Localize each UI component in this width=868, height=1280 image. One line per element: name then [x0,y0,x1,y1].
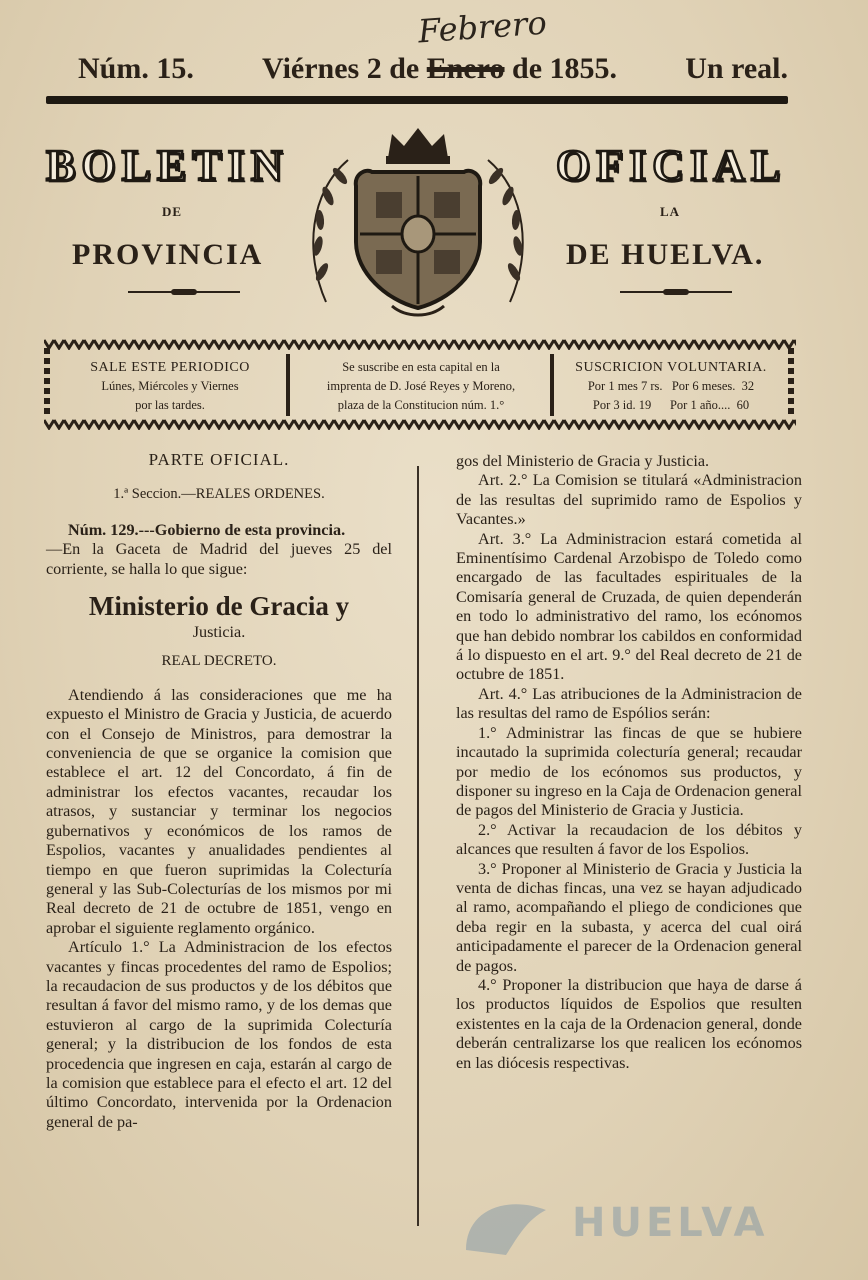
decorative-border-left [44,348,50,418]
publication-schedule: SALE ESTE PERIODICO Lúnes, Miércoles y Viernes por las tardes. [90,360,250,412]
word-de: DE [162,204,183,219]
title-oficial: OFICIAL [556,141,787,190]
handwritten-correction: Febrero [416,3,548,51]
article-2: Art. 2.° La Comision se titulará «Administracion de las resultas del suprimido ramo de Espolios y Vacantes.» [456,471,802,529]
issue-line [78,52,788,86]
ministry-title: Ministerio de Gracia y [88,591,350,622]
box-separator-1 [286,354,290,416]
article-1: Artículo 1.° La Administracion de los efectos vacantes y fincas procedentes del ramo de Espolios; la recaudacion de sus productos y de los débitos que resultan á favor del mismo ramo, y de los demas que estuvieron al cargo de la suprimida Colecturía general; y la distribucion de los fondos de esta procedencia que ingresen en caja, estarán al cargo de la comision que establece para el efecto el art. 12 del último Concordato, intervenida por la Ordenacion general de pa- [46,938,392,1131]
article-4: Art. 4.° Las atribuciones de la Administracion de las resultas del ramo de Espólios serán: [456,684,802,723]
subscription-box [44,338,796,430]
right-column [456,452,802,1073]
date-suffix: de 1855. [512,52,618,85]
continued-text: gos del Ministerio de Gracia y Justicia. [456,452,710,470]
notice-intro: —En la Gaceta de Madrid del jueves 25 del corriente, se halla lo que sigue: [46,540,392,578]
subsection-heading: 1.ª Seccion.—REALES ORDENES. [113,486,325,503]
ornament-dot-left [171,289,197,295]
word-la: LA [660,204,681,219]
decorative-border-right [788,348,794,418]
archive-watermark: HUELVA [456,1190,796,1260]
title-boletin: BOLETIN [46,141,289,190]
date-prefix: Viérnes 2 de [262,52,420,85]
decree-paragraph: Atendiendo á las consideraciones que me ha expuesto el Ministro de Gracia y Justicia, de acuerdo con el Consejo de Ministros, para demostrar la conveniencia de que se organice la comision que establece el art. 12 del Concordato, á fin de administrar los efectos vacantes, recaudar los atrasos, y sustanciar y terminar los negocios gubernativos y económicos de los ramos de Espolios, vacantes y anualidades pendientes al tiempo en que fueron suprimidas la Colecturía general y las Sub-Colecturías de los mismos por mi Real decreto de 21 de octubre de 1851, vengo en aprobar el siguiente reglamento orgánico. [46,685,392,937]
decorative-border-top [44,338,796,350]
notice-number: Núm. 129.---Gobierno de esta provincia. [68,520,346,539]
struck-month: Enero [426,52,505,85]
ornament-dot-right [663,289,689,295]
ministry-title-tail: Justicia. [192,623,246,642]
decorative-border-bottom [44,418,796,430]
article-4-item-1: 1.° Administrar las fincas de que se hubiere incautado la suprimida colecturía general; recaudar por medio de los ecónomos sus productos, y disponer su ingreso en la Caja de Ordenacion general de pagos del Ministerio de Gracia y Justicia. [456,723,802,820]
subscription-prices: SUSCRICION VOLUNTARIA. Por 1 mes 7 rs. Por 6 meses. 32 Por 3 id. 19 Por 1 año.... 60 [575,360,767,412]
masthead-rule [46,96,788,104]
issue-date [262,52,617,86]
decree-heading: REAL DECRETO. [161,653,277,670]
article-3: Art. 3.° La Administracion estará cometida al Eminentísimo Cardenal Arzobispo de Toledo como encargado de las facultades espirituales de la Comisaría general de Cruzada, de quien dependerán en todo lo administrativo del ramo, los ecónomos que han debido nombrar los cabildos en conformidad á lo dispuesto en el art. 9.° del Real decreto de 21 de octubre de 1851. [456,529,802,684]
subscription-location: Se suscribe en esta capital en la imprenta de D. José Reyes y Moreno, plaza de la Constitucion núm. 1.° [326,360,516,412]
article-4-item-2: 2.° Activar la recaudacion de los débitos y alcances que resulten á favor de los Espolios. [456,820,802,859]
issue-number: Núm. 15. [78,52,194,85]
title-de-huelva: DE HUELVA. [566,238,765,271]
article-4-item-3: 3.° Proponer al Ministerio de Gracia y Justicia la venta de dichas fincas, una vez se hayan adjudicado al ramo, acompañando el pliego de condiciones que deba regir en la subasta, y acerca del cual oirá anticipadamente el parecer de la Ordenacion general de pagos. [456,859,802,975]
section-heading: PARTE OFICIAL. [148,450,290,469]
issue-price: Un real. [685,52,788,85]
coat-of-arms-icon [296,122,540,318]
article-4-item-4: 4.° Proponer la distribucion que haya de darse á los productos líquidos de Espolios que resulten existentes en la caja de la Ordenacion general, donde deberán centralizarse los que realicen los ecónomos en las diócesis respectivas. [456,975,802,1072]
title-provincia: PROVINCIA [72,238,264,271]
column-divider [417,466,419,1226]
watermark-logo-icon [456,1190,556,1260]
left-column [46,450,392,1132]
box-separator-2 [550,354,554,416]
